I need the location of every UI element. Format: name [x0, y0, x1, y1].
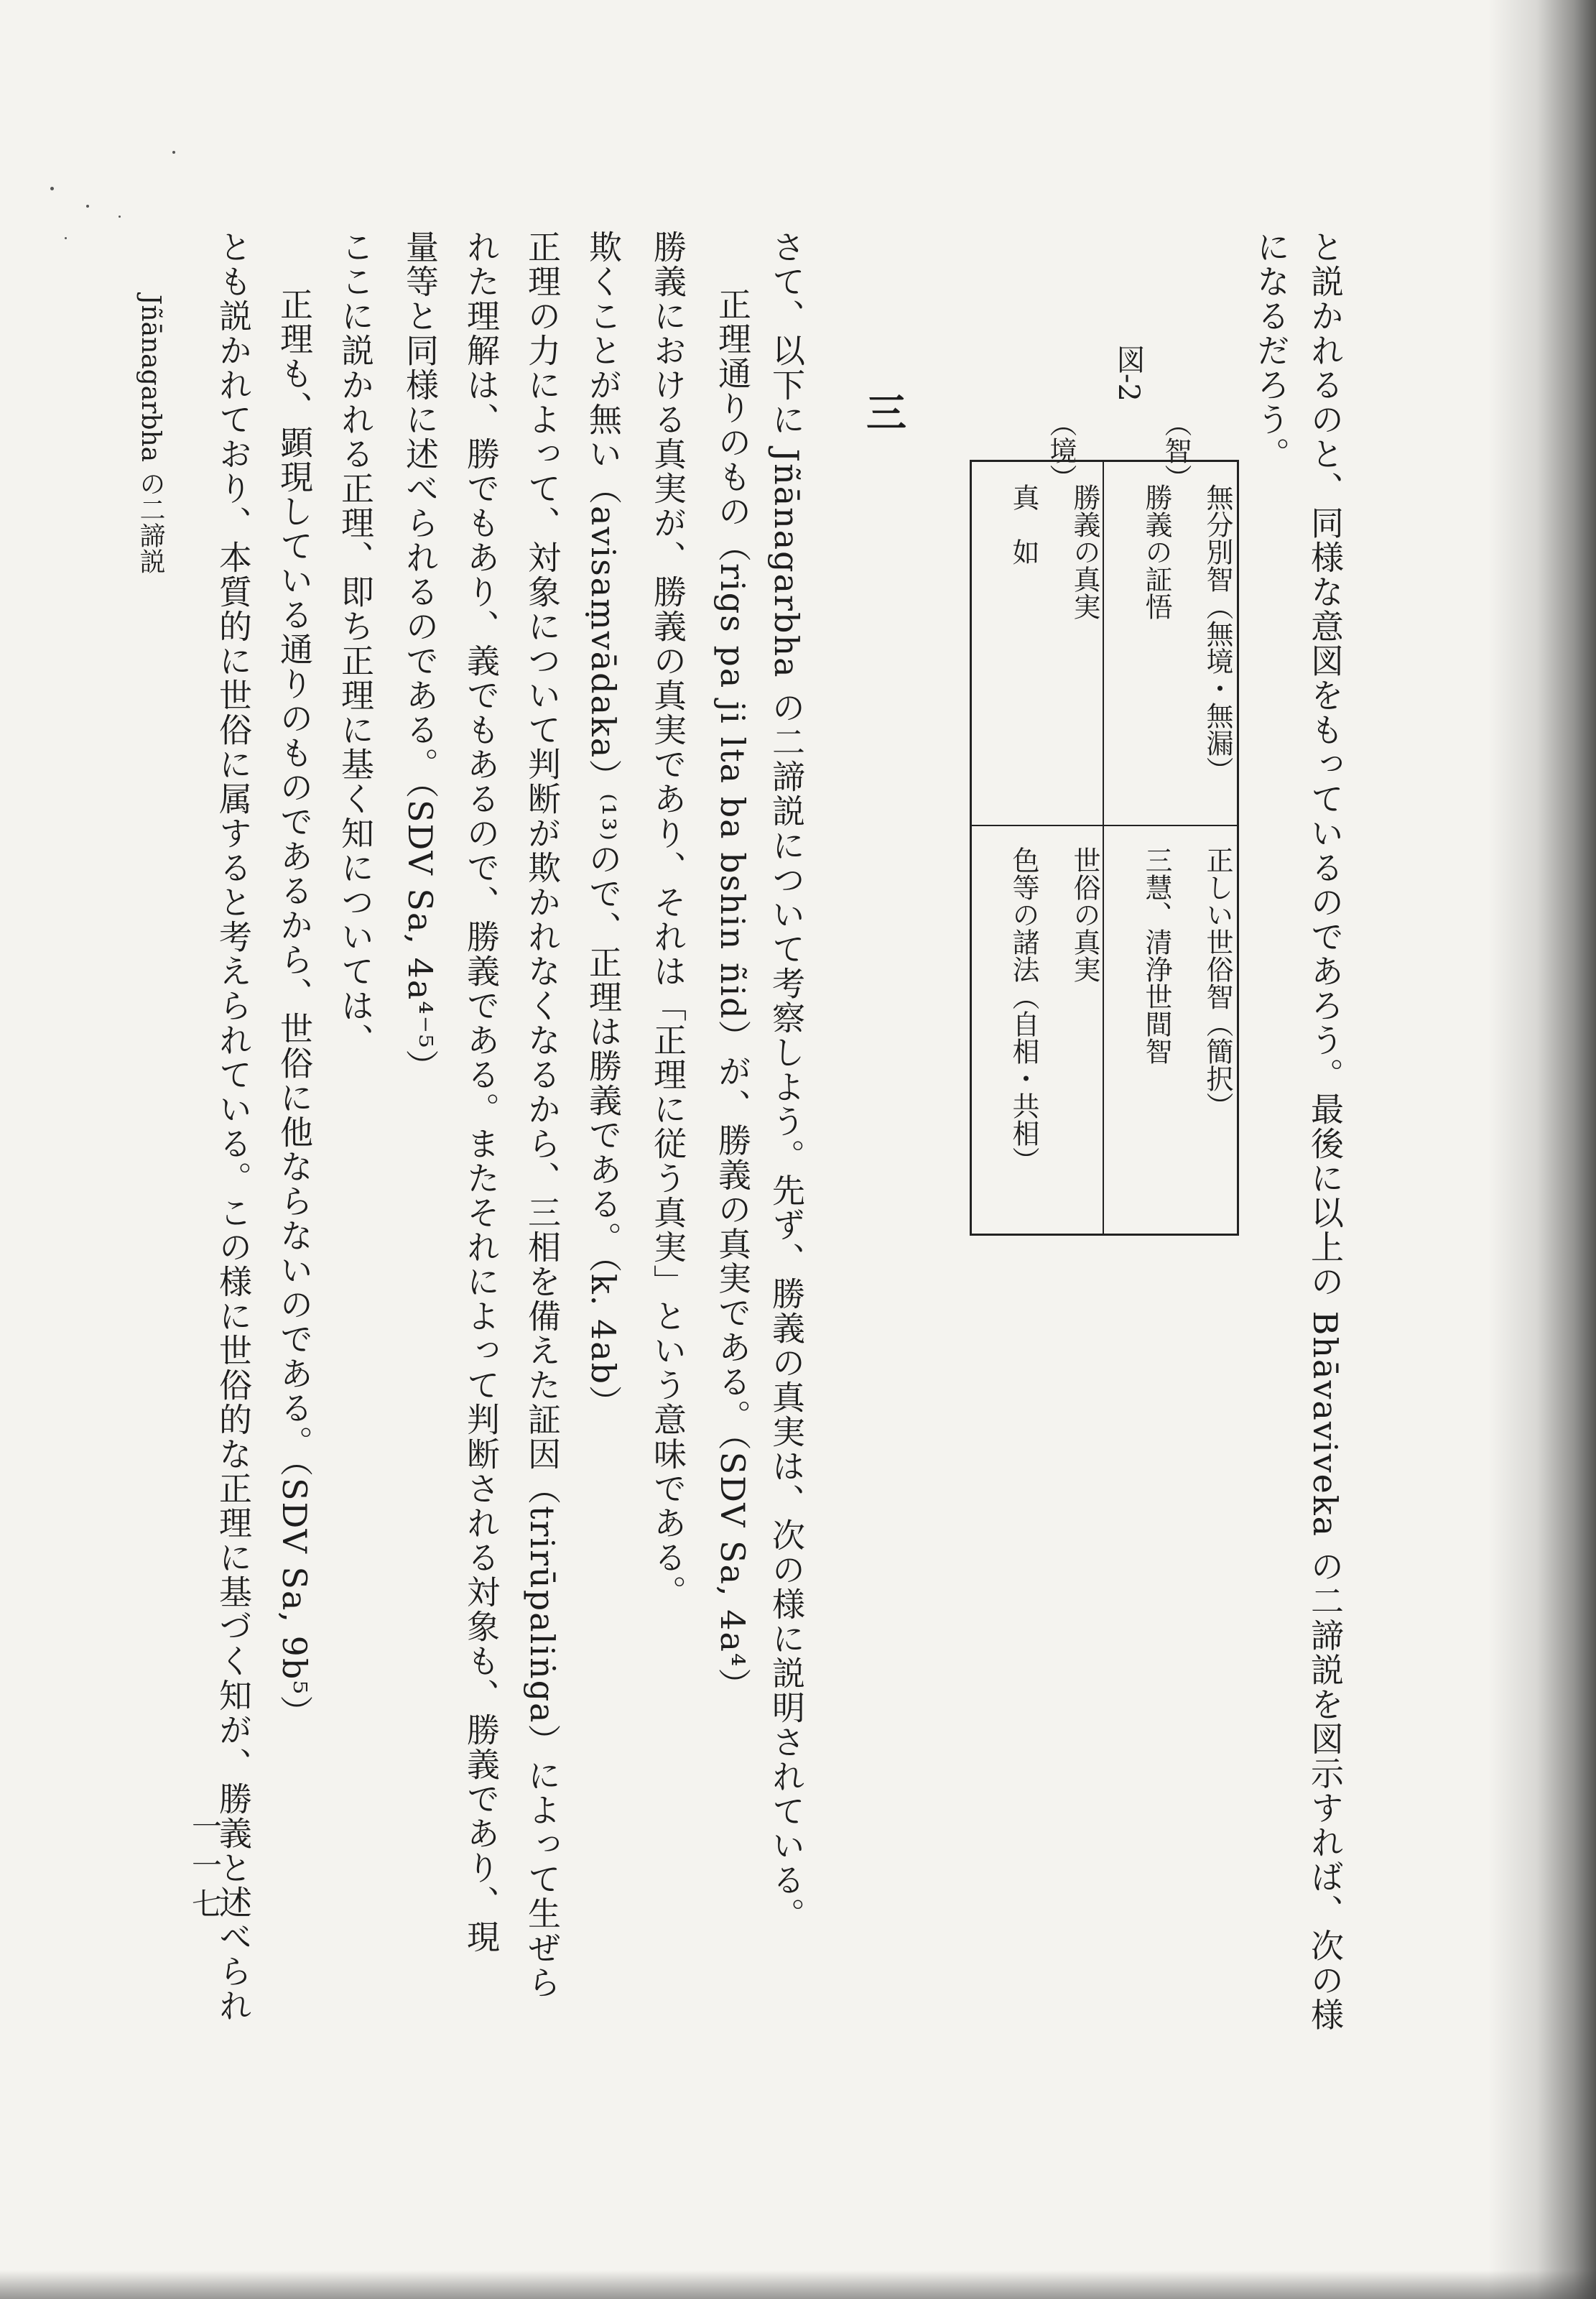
body-line-6: れた理解は、勝でもあり、義でもあるので、勝義である。またそれによって判断される対象も、勝義であり、現	[462, 230, 501, 1954]
page-number: 一一七	[187, 1810, 223, 1927]
body-line-10: とも説かれており、本質的に世俗に属すると考えられている。この様に世俗的な正理に基づく知が、勝義と述べられ	[214, 230, 253, 2023]
diagram-divider-horizontal	[972, 825, 1237, 826]
scan-speck	[65, 237, 67, 239]
body-line-9: 正理も、顕現している通りのものであるから、世俗に他ならないのである。（SDV Sa, 9b⁵）	[275, 287, 314, 1730]
section-heading: 三	[860, 392, 907, 432]
scan-speck	[172, 151, 175, 154]
body-line-5: 正理の力によって、対象について判断が欺かれなくなるから、三相を備えた証因（trirūpaliṅga）によって生ぜら	[523, 230, 562, 2000]
body-line-1: さて、以下に Jñānagarbha の二諦説について考察しよう。先ず、勝義の真実は、次の様に説明されている。	[767, 230, 806, 1933]
scan-shadow-bottom	[0, 2270, 1596, 2299]
ultimate-suchness: 真 如	[1008, 484, 1039, 565]
running-title: Jñānagarbha の二諦説	[136, 295, 165, 574]
continuation-line-2: になるだろう。	[1252, 230, 1291, 471]
body-line-8: ここに説かれる正理、即ち正理に基く知については、	[336, 230, 375, 1058]
axis-label-wisdom: （智）	[1160, 410, 1192, 491]
ultimate-truth: 勝義の真実	[1069, 484, 1100, 620]
ultimate-realization: 勝義の証悟	[1141, 484, 1172, 620]
body-line-7: 量等と同様に述べられるのである。（SDV Sa, 4a⁴⁻⁵）	[401, 230, 440, 1084]
continuation-line-1: と説かれるのと、同様な意図をもっているのであろう。最後に以上の Bhāvaviveka の二諦説を図示すれば、次の様	[1306, 230, 1345, 2032]
figure-label: 図-2	[1112, 345, 1145, 402]
conventional-dharmas: 色等の諸法（自相・共相）	[1008, 846, 1039, 1174]
body-line-4: 欺くことが無い（avisaṃvādaka）⁽¹³⁾ので、正理は勝義である。（k. 4ab）	[584, 230, 623, 1420]
body-line-2: 正理通りのもの（rigs pa ji lta ba bshin ñid）が、勝義の真実である。（SDV Sa, 4a⁴）	[713, 287, 752, 1703]
scan-speck	[86, 205, 89, 208]
conventional-truth: 世俗の真実	[1069, 846, 1100, 983]
scan-speck	[119, 216, 121, 218]
ultimate-wisdom: 無分別智（無境・無漏）	[1202, 484, 1233, 784]
scan-shadow-right	[1488, 0, 1596, 2299]
body-line-3: 勝義における真実が、勝義の真実であり、それは「正理に従う真実」という意味である。	[649, 230, 687, 1609]
axis-label-object: （境）	[1045, 410, 1077, 491]
conventional-wisdom: 正しい世俗智（簡択）	[1202, 846, 1233, 1119]
two-truths-diagram	[970, 460, 1239, 1236]
scan-speck	[50, 187, 54, 190]
conventional-wisdoms: 三慧、清浄世間智	[1141, 846, 1172, 1065]
